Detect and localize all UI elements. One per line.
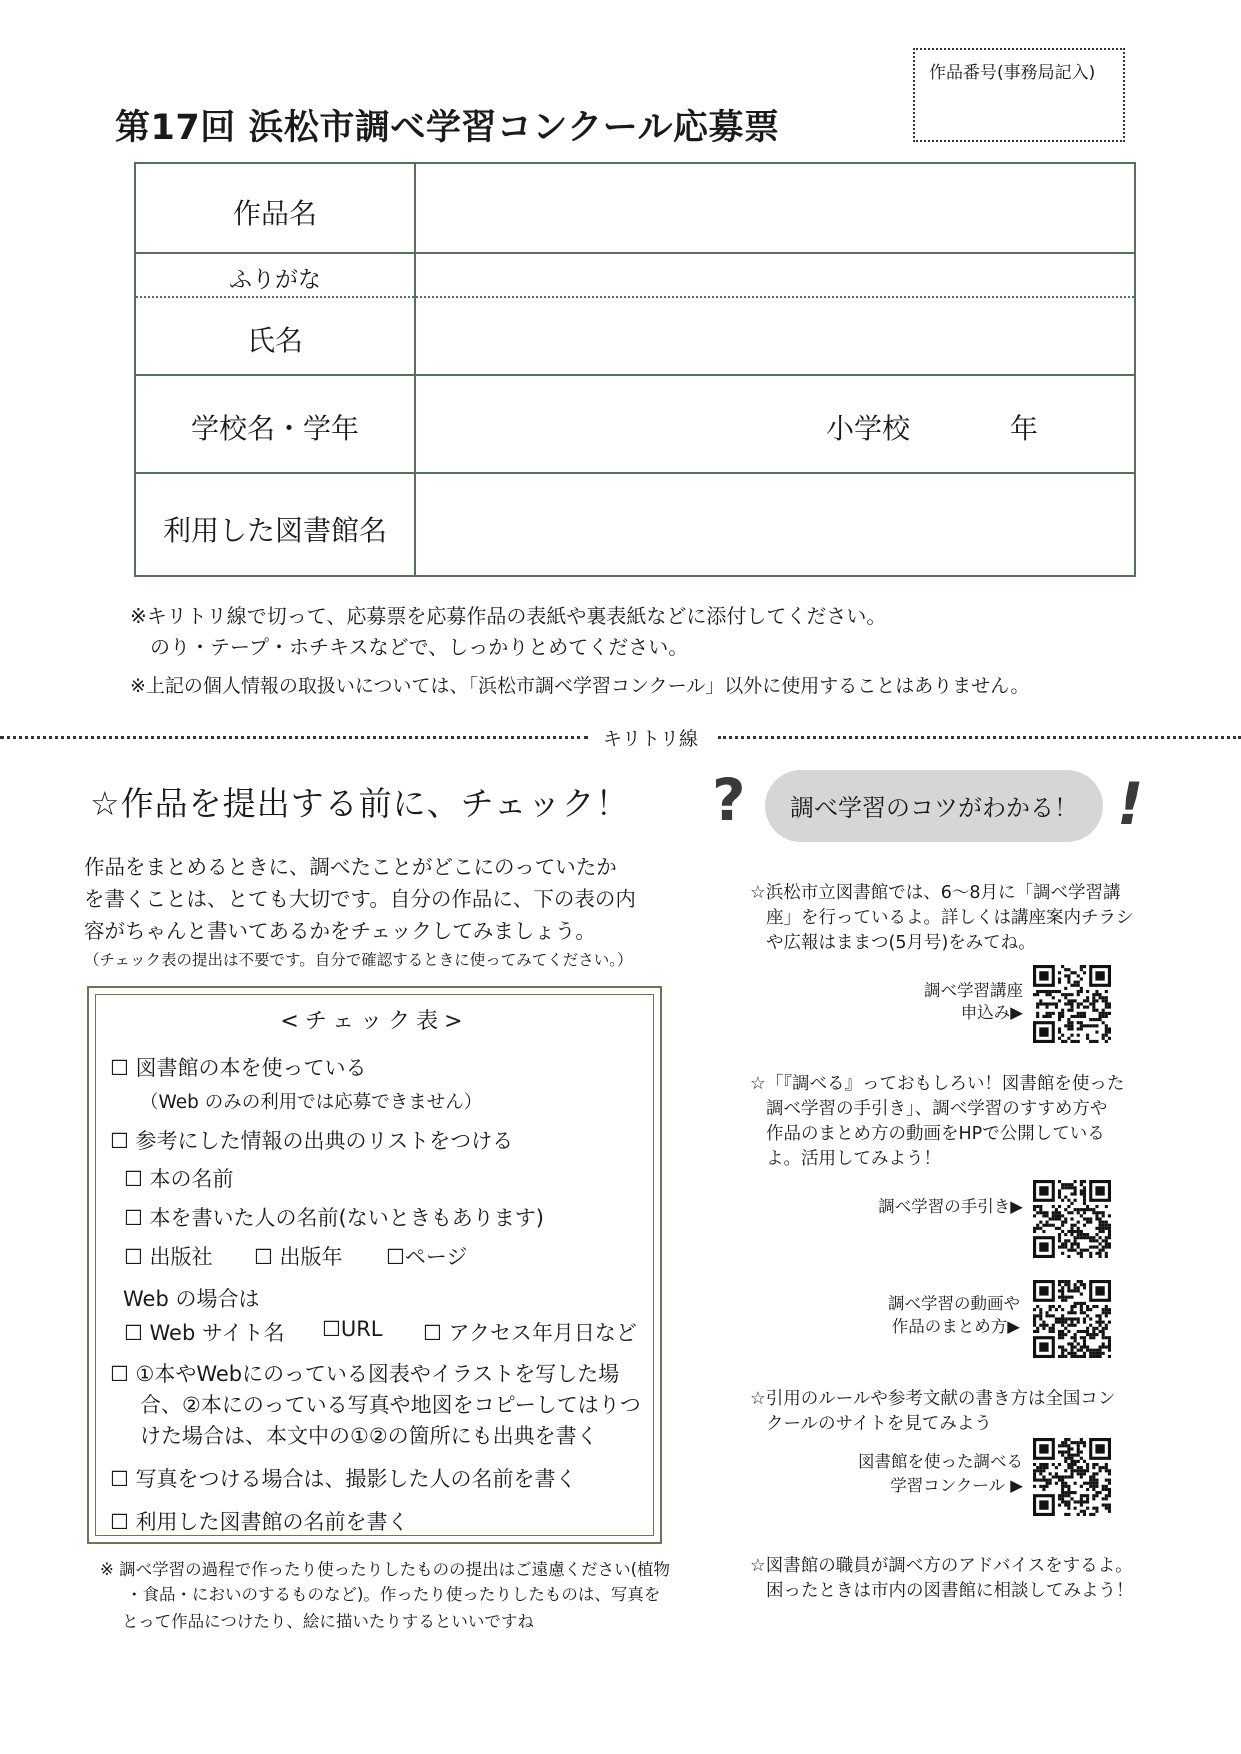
library-name-field[interactable] bbox=[416, 474, 1134, 575]
checkbox-publish-year[interactable]: ☐ 出版年 bbox=[254, 1245, 343, 1269]
qr-code-icon[interactable] bbox=[1033, 1180, 1111, 1258]
checkbox-source-list[interactable]: ☐ 参考にした情報の出典のリストをつける bbox=[110, 1129, 514, 1153]
work-title-label: 作品名 bbox=[232, 197, 317, 230]
work-title-field[interactable] bbox=[416, 164, 1134, 252]
cut-line-label: キリトリ線 bbox=[603, 728, 699, 750]
library-name-label: 利用した図書館名 bbox=[162, 514, 387, 547]
tip-guide-cont: 調べ学習の手引き」、調べ学習のすすめ方や bbox=[766, 1099, 1108, 1119]
checkbox-figure-source-cont: 合、②本にのっている写真や地図をコピーしてはりつ bbox=[140, 1393, 641, 1417]
grade-suffix: 年 bbox=[1010, 412, 1039, 445]
qr-contest-label: 学習コンクール ▶ bbox=[890, 1476, 1023, 1495]
qr-code-icon[interactable] bbox=[1033, 965, 1111, 1043]
entry-form-table bbox=[134, 162, 1136, 577]
school-field[interactable] bbox=[416, 376, 816, 472]
tip-lecture-cont: 座」を行っているよ。詳しくは講座案内チラシ bbox=[766, 908, 1134, 928]
qr-code-icon[interactable] bbox=[1033, 1438, 1111, 1516]
qr-lecture-label: 申込み▶ bbox=[960, 1003, 1023, 1022]
furigana-field[interactable] bbox=[416, 254, 1134, 296]
checklist-footnote: とって作品につけたり、絵に描いたりするといいですね bbox=[122, 1612, 534, 1631]
checklist-intro-note: （チェック表の提出は不要です。自分で確認するときに使ってみてください。） bbox=[84, 951, 633, 969]
tip-staff-advice: ☆図書館の職員が調べ方のアドバイスをするよ。 bbox=[750, 1556, 1133, 1576]
cut-line bbox=[0, 736, 588, 739]
qr-guide-label: 調べ学習の手引き▶ bbox=[878, 1197, 1023, 1216]
grade-field[interactable] bbox=[936, 376, 1006, 472]
checkbox-publisher[interactable]: ☐ 出版社 bbox=[124, 1245, 213, 1269]
furigana-label: ふりがな bbox=[229, 267, 321, 293]
web-case-label: Web の場合は bbox=[123, 1287, 260, 1311]
exclamation-mark-icon: ! bbox=[1117, 770, 1144, 838]
qr-contest-label: 図書館を使った調べる bbox=[858, 1452, 1023, 1471]
entry-number-label: 作品番号(事務局記入) bbox=[929, 63, 1096, 83]
checklist-intro: 作品をまとめるときに、調べたことがどこにのっていたか bbox=[84, 855, 617, 879]
checklist-footnote: ※ 調べ学習の過程で作ったり使ったりしたものの提出はご遠慮ください(植物 bbox=[100, 1560, 671, 1579]
privacy-note: ※上記の個人情報の取扱いについては、「浜松市調べ学習コンクール」以外に使用することはありません。 bbox=[130, 675, 1030, 697]
question-mark-icon: ? bbox=[712, 766, 746, 834]
checkbox-page[interactable]: ☐ページ bbox=[386, 1245, 468, 1269]
checkbox-library-books[interactable]: ☐ 図書館の本を使っている bbox=[110, 1056, 367, 1080]
checkbox-figure-source[interactable]: ☐ ①本やWebにのっている図表やイラストを写した場 bbox=[110, 1362, 620, 1386]
entry-number-box[interactable] bbox=[913, 48, 1125, 142]
cut-line bbox=[718, 736, 1241, 739]
tip-lecture: ☆浜松市立図書館では、6～8月に「調べ学習講 bbox=[750, 883, 1121, 903]
page-title: 第17回 浜松市調べ学習コンクール応募票 bbox=[115, 108, 780, 148]
qr-video-label: 調べ学習の動画や bbox=[888, 1294, 1020, 1313]
qr-video-label: 作品のまとめ方▶ bbox=[891, 1317, 1020, 1336]
checkbox-access-date[interactable]: ☐ アクセス年月日など bbox=[423, 1321, 637, 1345]
tip-guide-cont: よ。活用してみよう！ bbox=[766, 1149, 941, 1169]
name-label: 氏名 bbox=[246, 324, 303, 357]
checklist-table-title: <チェック表> bbox=[280, 1009, 469, 1034]
tips-title: 調べ学習のコツがわかる！ bbox=[790, 794, 1078, 822]
checkbox-figure-source-cont: けた場合は、本文中の①②の箇所にも出典を書く bbox=[140, 1424, 598, 1448]
checkbox-url[interactable]: ☐URL bbox=[322, 1317, 383, 1341]
checklist-intro: 容がちゃんと書いてあるかをチェックしてみましょう。 bbox=[84, 919, 596, 943]
tip-citation-cont: クールのサイトを見てみよう bbox=[766, 1414, 992, 1434]
checkbox-book-author[interactable]: ☐ 本を書いた人の名前(ないときもあります) bbox=[124, 1206, 544, 1230]
checkbox-library-books-note: （Web のみの利用では応募できません） bbox=[140, 1092, 483, 1113]
checklist-heading: ☆作品を提出する前に、チェック！ bbox=[90, 784, 630, 823]
attach-note-cont: のり・テープ・ホチキスなどで、しっかりとめてください。 bbox=[150, 635, 689, 659]
checkbox-website-name[interactable]: ☐ Web サイト名 bbox=[124, 1321, 285, 1345]
tip-staff-advice-cont: 困ったときは市内の図書館に相談してみよう！ bbox=[766, 1581, 1134, 1601]
checklist-intro: を書くことは、とても大切です。自分の作品に、下の表の内 bbox=[84, 887, 636, 911]
name-field[interactable] bbox=[416, 298, 1134, 374]
tip-lecture-cont: や広報はままつ(5月号)をみてね。 bbox=[766, 933, 1036, 953]
tip-guide: ☆「『調べる』っておもしろい！図書館を使った bbox=[750, 1074, 1125, 1094]
qr-lecture-label: 調べ学習講座 bbox=[924, 981, 1023, 1000]
checklist-footnote: ・食品・においのするものなど)。作ったり使ったりしたものは、写真を bbox=[126, 1585, 661, 1604]
checkbox-book-title[interactable]: ☐ 本の名前 bbox=[124, 1167, 234, 1191]
tip-guide-cont: 作品のまとめ方の動画をHPで公開している bbox=[766, 1124, 1105, 1144]
qr-code-icon[interactable] bbox=[1033, 1280, 1111, 1358]
school-grade-label: 学校名・学年 bbox=[190, 412, 359, 445]
tip-citation: ☆引用のルールや参考文献の書き方は全国コン bbox=[750, 1389, 1116, 1409]
checkbox-library-name[interactable]: ☐ 利用した図書館の名前を書く bbox=[110, 1510, 409, 1534]
school-suffix: 小学校 bbox=[826, 412, 911, 445]
attach-note: ※キリトリ線で切って、応募票を応募作品の表紙や裏表紙などに添付してください。 bbox=[130, 604, 887, 628]
checkbox-photographer[interactable]: ☐ 写真をつける場合は、撮影した人の名前を書く bbox=[110, 1467, 577, 1491]
